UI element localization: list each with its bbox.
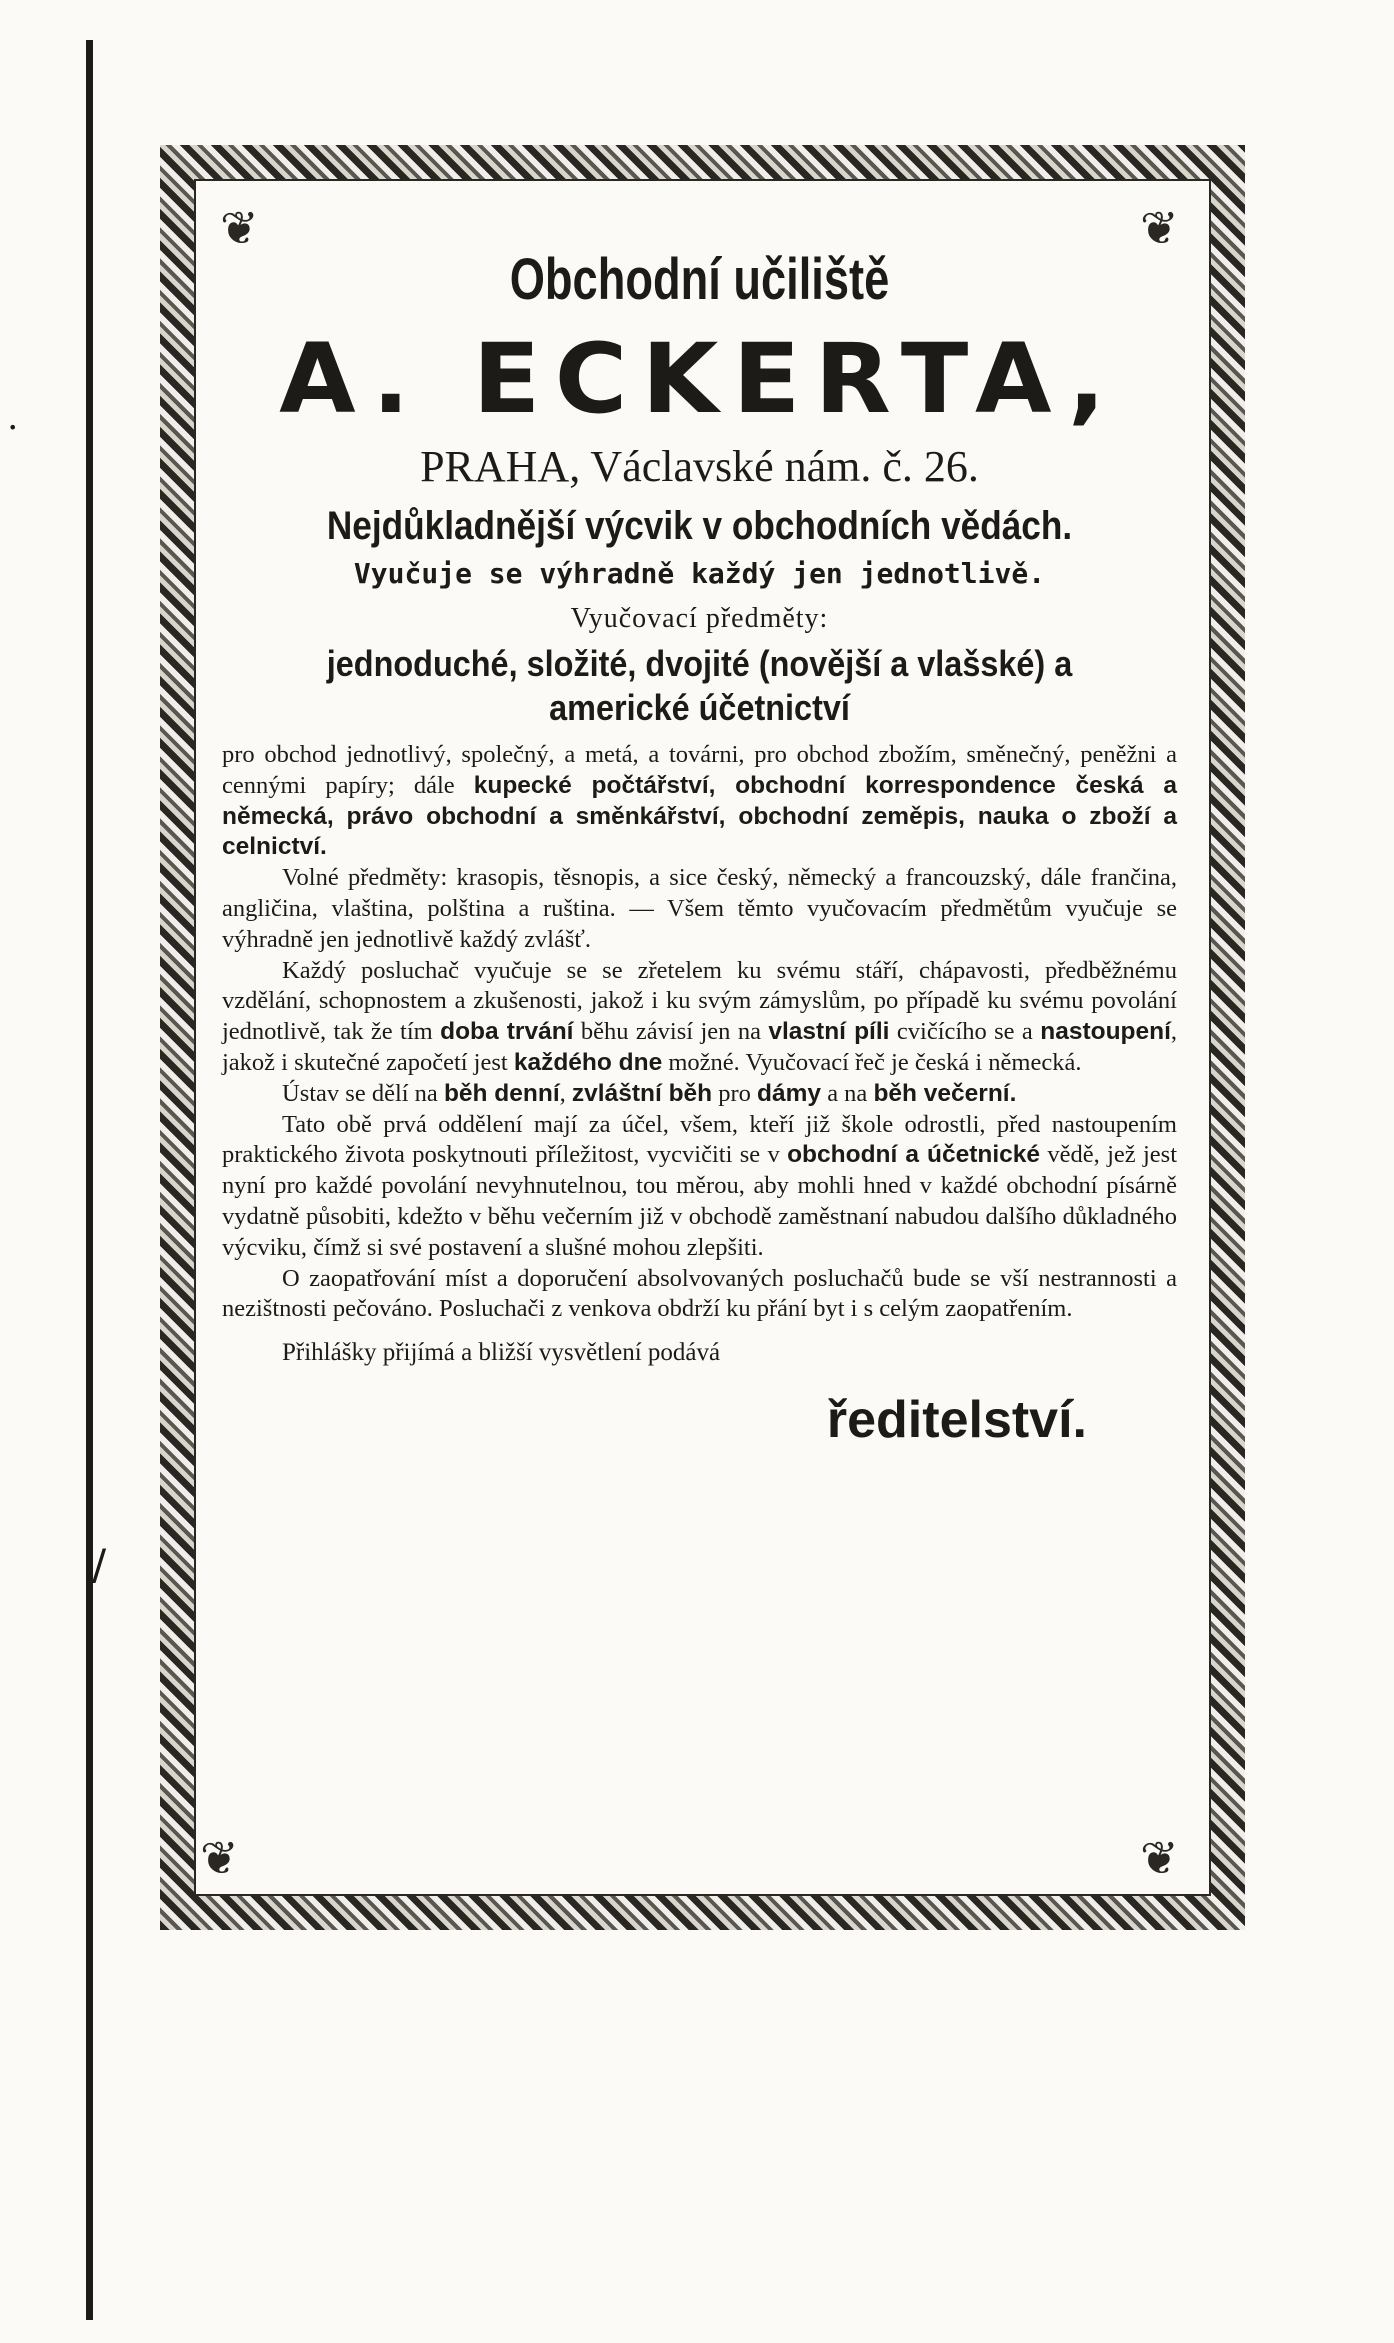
bold-span: běh večerní.	[873, 1079, 1017, 1107]
paragraph-optional: Volné předměty: krasopis, těsnopis, a sice český, německý a francouzský, dále frančina, angličina, vlaština, polština a ruština. — Všem těmto vyučovacím předmětům vyučuje se výhradně jen jednotlivě každý zvlášť.	[222, 864, 1177, 953]
tagline-secondary: Vyučuje se výhradně každý jen jednotlivě.	[353, 557, 1046, 590]
paragraph-subjects	[222, 740, 1177, 863]
paragraph-subjects-bold: kupecké počtářství, obchodní korrespondence česká a německá, právo obchodní a směnkářství, obchodní zeměpis, nauka o zboží a celnictví.	[222, 771, 1177, 861]
scan-dot: •	[8, 418, 18, 437]
page-binding-edge	[86, 40, 93, 2320]
bold-span: vlastní píli	[768, 1018, 890, 1046]
text-span: Tato obě prvá oddělení mají za účel, všem, kteří již škole odrostli, před nastoupením praktického života poskytnouti příležitost, vycvičiti se v	[222, 1110, 1177, 1169]
text-span: ,	[559, 1079, 572, 1107]
paragraph-placement: O zaopatřování míst a doporučení absolvovaných posluchačů bude se vší nestrannosti a nezištnosti pečováno. Posluchači z venkova obdrží ku přání byt i s celým zaopatřením.	[222, 1264, 1177, 1323]
advertisement	[222, 245, 1177, 1455]
text-span: a na	[821, 1079, 874, 1107]
bold-span: běh denní	[443, 1079, 560, 1107]
text-span: , jakož i skutečné započetí jest	[222, 1018, 1178, 1076]
scan-mark: /	[92, 1540, 107, 1589]
bold-span: nastoupení	[1040, 1018, 1171, 1046]
closing-line: Přihlášky přijímá a bližší vysvětlení podává	[282, 1339, 721, 1367]
bold-span: dámy	[757, 1079, 822, 1107]
bold-span: každého dne	[513, 1048, 663, 1076]
corner-ornament-top-left-icon: ❦	[220, 201, 259, 255]
paragraph-purpose	[222, 1110, 1177, 1264]
school-title: Obchodní učiliště	[509, 247, 890, 312]
bold-span: obchodní a účetnické	[787, 1141, 1041, 1169]
paragraph-courses	[222, 1079, 1177, 1110]
text-span: cvičícího se a	[889, 1018, 1041, 1046]
paragraph-subjects-text: pro obchod jednotlivý, společný, a metá, a továrni, pro obchod zbožím, směnečný, peněžni a cennými papíry; dále	[222, 741, 1177, 799]
bold-span: doba trvání	[440, 1018, 574, 1046]
text-span: vědě, jež jest nyní pro každé povolání nevyhnutelnou, tou měrou, aby mohli hned v každé obchodní písárně vydatně působiti, kdežto v běhu večerním již v obchodě zaměstnaní nabudou dalšího důkladného výcviku, čímž si své postavení a slušné mohou zlepšiti.	[222, 1141, 1178, 1261]
text-span: běhu závisí jen na	[573, 1018, 769, 1046]
corner-ornament-top-right-icon: ❦	[1140, 201, 1179, 255]
text-span: Každý posluchač vyučuje se se zřetelem ku svému stáří, chápavosti, předběžnému vzdělání, schopnostem a zkušenosti, jakož i ku svým zámyslům, po případě ku svému povolání jednotlivě, tak že tím	[222, 956, 1177, 1046]
school-address: PRAHA, Václavské nám. č. 26.	[420, 442, 979, 491]
text-span: pro	[712, 1079, 758, 1107]
bold-span: zvláštní běh	[571, 1079, 713, 1107]
tagline: Nejdůkladnější výcvik v obchodních vědách.	[326, 504, 1073, 548]
paragraph-individual	[222, 956, 1177, 1079]
corner-ornament-bottom-right-icon: ❦	[1140, 1831, 1179, 1885]
subjects-heading: Vyučovací předměty:	[570, 603, 829, 634]
subjects-main: jednoduché, složité, dvojité (novější a vlašské) a americké účetnictví	[326, 643, 1073, 728]
school-name: A. ECKERTA,	[279, 323, 1120, 435]
text-span: Ústav se dělí na	[282, 1079, 444, 1107]
corner-ornament-bottom-left-icon: ❦	[200, 1831, 239, 1885]
signature: ředitelství.	[826, 1391, 1087, 1450]
text-span: možné. Vyučovací řeč je česká i německá.	[662, 1048, 1082, 1076]
